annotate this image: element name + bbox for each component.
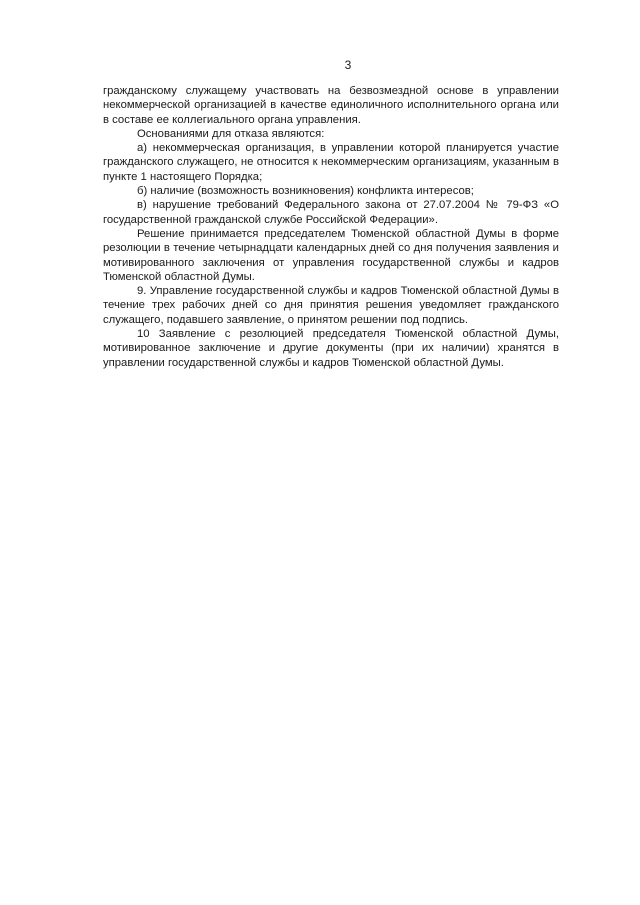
paragraph-item-9: 9. Управление государственной службы и кадров Тюменской областной Думы в течение трех рабочих дней со дня принятия решения уведомляет гражданского служащего, подавшего заявление, о принятом решении под подпись. [103, 285, 559, 326]
paragraph-continuation: гражданскому служащему участвовать на безвозмездной основе в управлении некоммерческой организацией в качестве единоличного исполнительного органа или в составе ее коллегиального органа управления. [103, 85, 559, 126]
paragraph-ground-b: б) наличие (возможность возникновения) конфликта интересов; [137, 185, 474, 198]
paragraph-ground-c: в) нарушение требований Федерального закона от 27.07.2004 № 79-ФЗ «О государственной гражданской службе Российской Федерации». [103, 199, 559, 226]
paragraph-grounds-intro: Основаниями для отказа являются: [137, 127, 325, 140]
paragraph-ground-a: а) некоммерческая организация, в управлении которой планируется участие гражданского служащего, не относится к некоммерческим организациям, указанным в пункте 1 настоящего Порядка; [103, 142, 559, 183]
page-number: 3 [344, 58, 352, 72]
document-body [103, 84, 559, 370]
paragraph-item-10: 10 Заявление с резолюцией председателя Тюменской областной Думы, мотивированное заключение и другие документы (при их наличии) хранятся в управлении государственной службы и кадров Тюменской областной Думы. [103, 328, 559, 369]
paragraph-decision: Решение принимается председателем Тюменской областной Думы в форме резолюции в течение четырнадцати календарных дней со дня получения заявления и мотивированного заключения от управления государственной службы и кадров Тюменской областной Думы. [103, 227, 559, 283]
